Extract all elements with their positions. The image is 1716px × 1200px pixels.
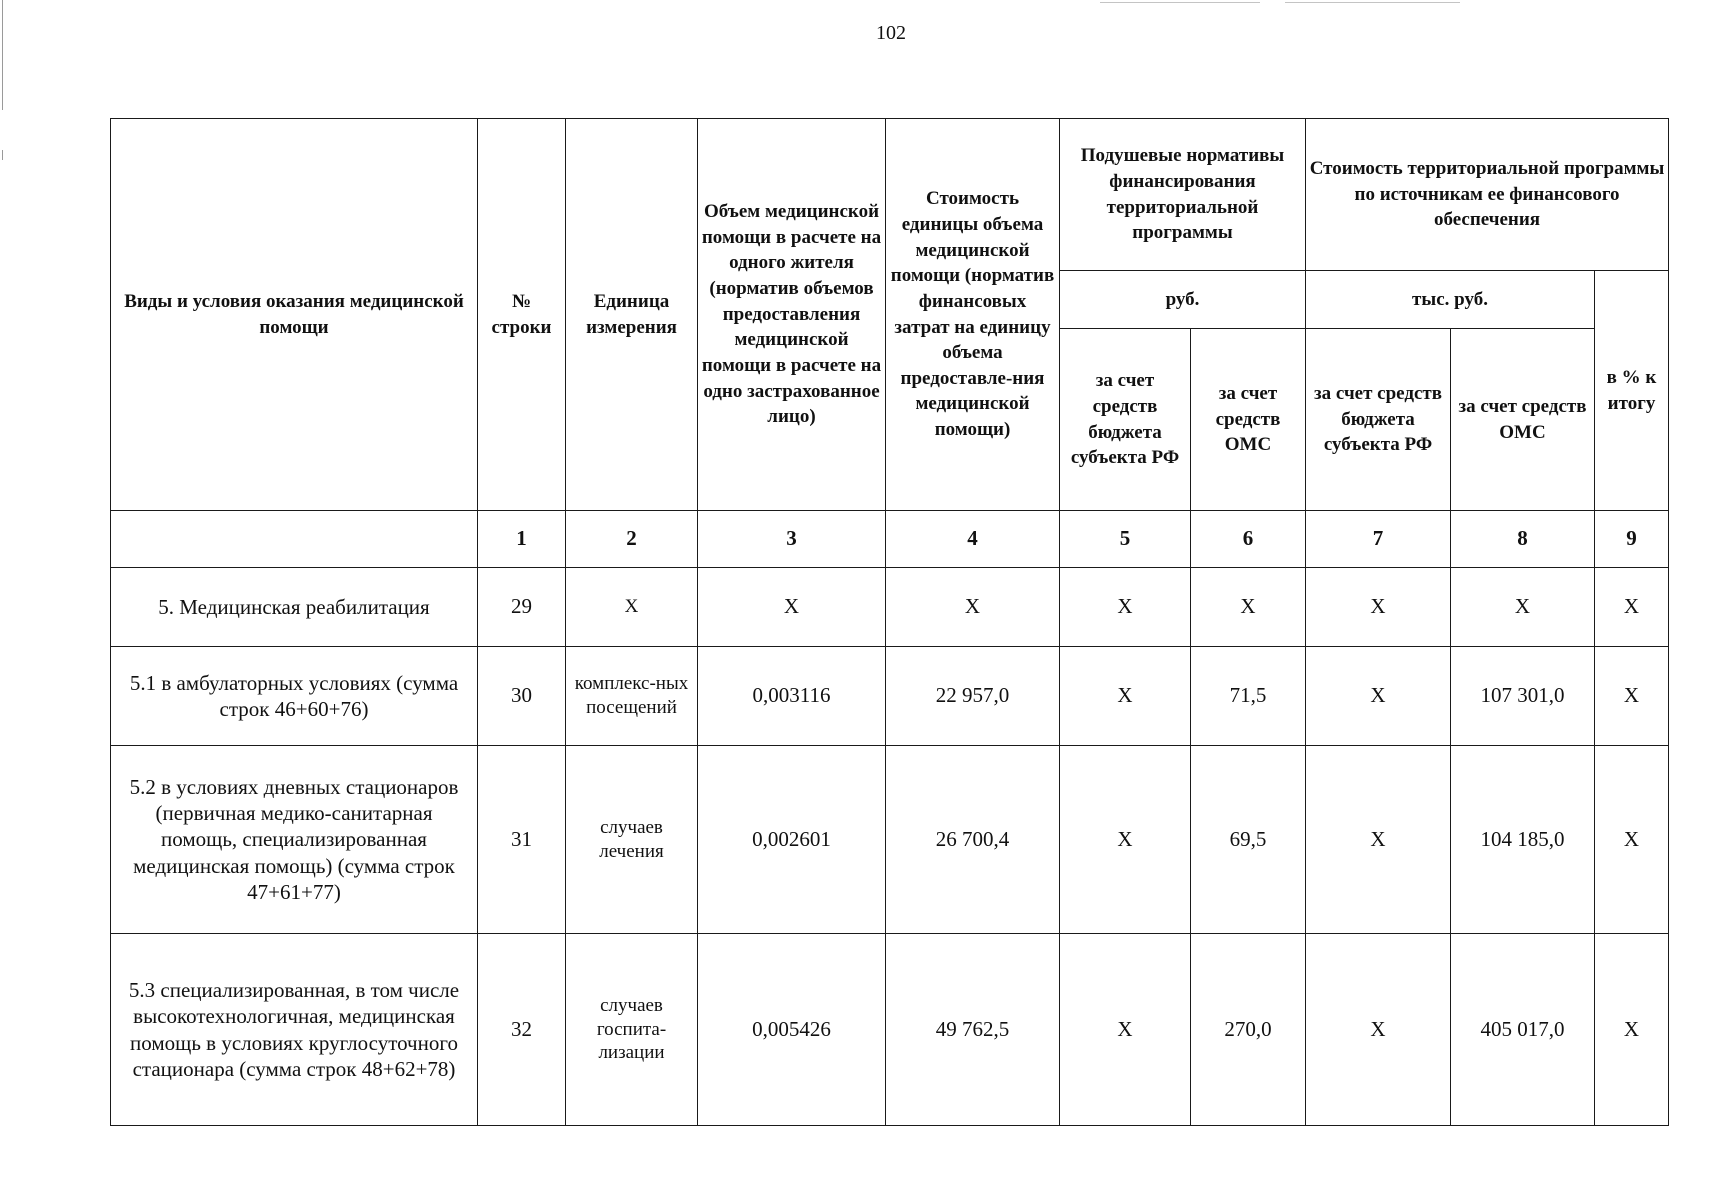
header-unit-rub: руб. [1060,271,1306,329]
column-number: 6 [1191,511,1306,568]
row-name: 5.1 в амбулаторных условиях (сумма строк 46+60+76) [111,647,478,746]
header-budget-rub: за счет средств бюджета субъекта РФ [1060,329,1191,511]
scan-top-line [1285,2,1460,3]
column-number-row [111,511,1669,568]
row-unit: случаев лечения [566,746,698,934]
row-oms-thousand: 405 017,0 [1451,934,1595,1126]
header-percent: в % к итогу [1595,271,1669,511]
header-unit: Единица измерения [566,119,698,511]
row-budget-rub: X [1060,746,1191,934]
row-oms-rub: X [1191,568,1306,647]
row-unit: случаев госпита-лизации [566,934,698,1126]
column-number: 9 [1595,511,1669,568]
scan-left-edge [2,0,3,110]
page-number: 102 [876,22,906,44]
table-row [111,568,1669,647]
row-budget-thousand: X [1306,746,1451,934]
row-name: 5. Медицинская реабилитация [111,568,478,647]
row-budget-rub: X [1060,934,1191,1126]
column-number: 7 [1306,511,1451,568]
row-oms-rub: 71,5 [1191,647,1306,746]
row-number: 29 [478,568,566,647]
column-number: 2 [566,511,698,568]
financing-table [110,118,1669,1126]
row-oms-thousand: 107 301,0 [1451,647,1595,746]
row-volume: 0,005426 [698,934,886,1126]
row-percent: X [1595,746,1669,934]
row-budget-thousand: X [1306,934,1451,1126]
header-program-cost-group: Стоимость территориальной программы по источникам ее финансового обеспечения [1306,119,1669,271]
header-row-1 [111,119,1669,271]
row-budget-rub: X [1060,568,1191,647]
row-volume: 0,002601 [698,746,886,934]
row-budget-rub: X [1060,647,1191,746]
table-row [111,647,1669,746]
column-number [111,511,478,568]
row-number: 32 [478,934,566,1126]
row-name: 5.3 специализированная, в том числе высокотехнологичная, медицинская помощь в условиях круглосуточного стационара (сумма строк 48+62+78) [111,934,478,1126]
header-unit-thousand-rub: тыс. руб. [1306,271,1595,329]
row-percent: X [1595,647,1669,746]
row-percent: X [1595,568,1669,647]
row-unit: комплекс-ных посещений [566,647,698,746]
row-cost: 49 762,5 [886,934,1060,1126]
row-number: 31 [478,746,566,934]
row-oms-thousand: 104 185,0 [1451,746,1595,934]
header-type: Виды и условия оказания медицинской помощи [111,119,478,511]
row-cost: 22 957,0 [886,647,1060,746]
column-number: 5 [1060,511,1191,568]
row-oms-thousand: X [1451,568,1595,647]
header-cost: Стоимость единицы объема медицинской помощи (норматив финансовых затрат на единицу объема предоставле-ния медицинской помощи) [886,119,1060,511]
header-budget-thousand: за счет средств бюджета субъекта РФ [1306,329,1451,511]
table-row [111,746,1669,934]
scan-top-line [1100,2,1260,3]
row-volume: X [698,568,886,647]
scan-left-edge-mark [2,150,3,160]
row-budget-thousand: X [1306,568,1451,647]
header-per-capita-group: Подушевые нормативы финансирования территориальной программы [1060,119,1306,271]
column-number: 8 [1451,511,1595,568]
header-volume: Объем медицинской помощи в расчете на одного жителя (норматив объемов предоставления медицинской помощи в расчете на одно застрахованное лицо) [698,119,886,511]
row-name: 5.2 в условиях дневных стационаров (первичная медико-санитарная помощь, специализированная медицинская помощь) (сумма строк 47+61+77) [111,746,478,934]
header-row-number: № строки [478,119,566,511]
row-number: 30 [478,647,566,746]
row-budget-thousand: X [1306,647,1451,746]
row-cost: 26 700,4 [886,746,1060,934]
row-cost: X [886,568,1060,647]
header-oms-thousand: за счет средств ОМС [1451,329,1595,511]
row-percent: X [1595,934,1669,1126]
row-oms-rub: 69,5 [1191,746,1306,934]
column-number: 1 [478,511,566,568]
row-volume: 0,003116 [698,647,886,746]
row-unit: X [566,568,698,647]
row-oms-rub: 270,0 [1191,934,1306,1126]
header-oms-rub: за счет средств ОМС [1191,329,1306,511]
column-number: 4 [886,511,1060,568]
column-number: 3 [698,511,886,568]
table-row [111,934,1669,1126]
